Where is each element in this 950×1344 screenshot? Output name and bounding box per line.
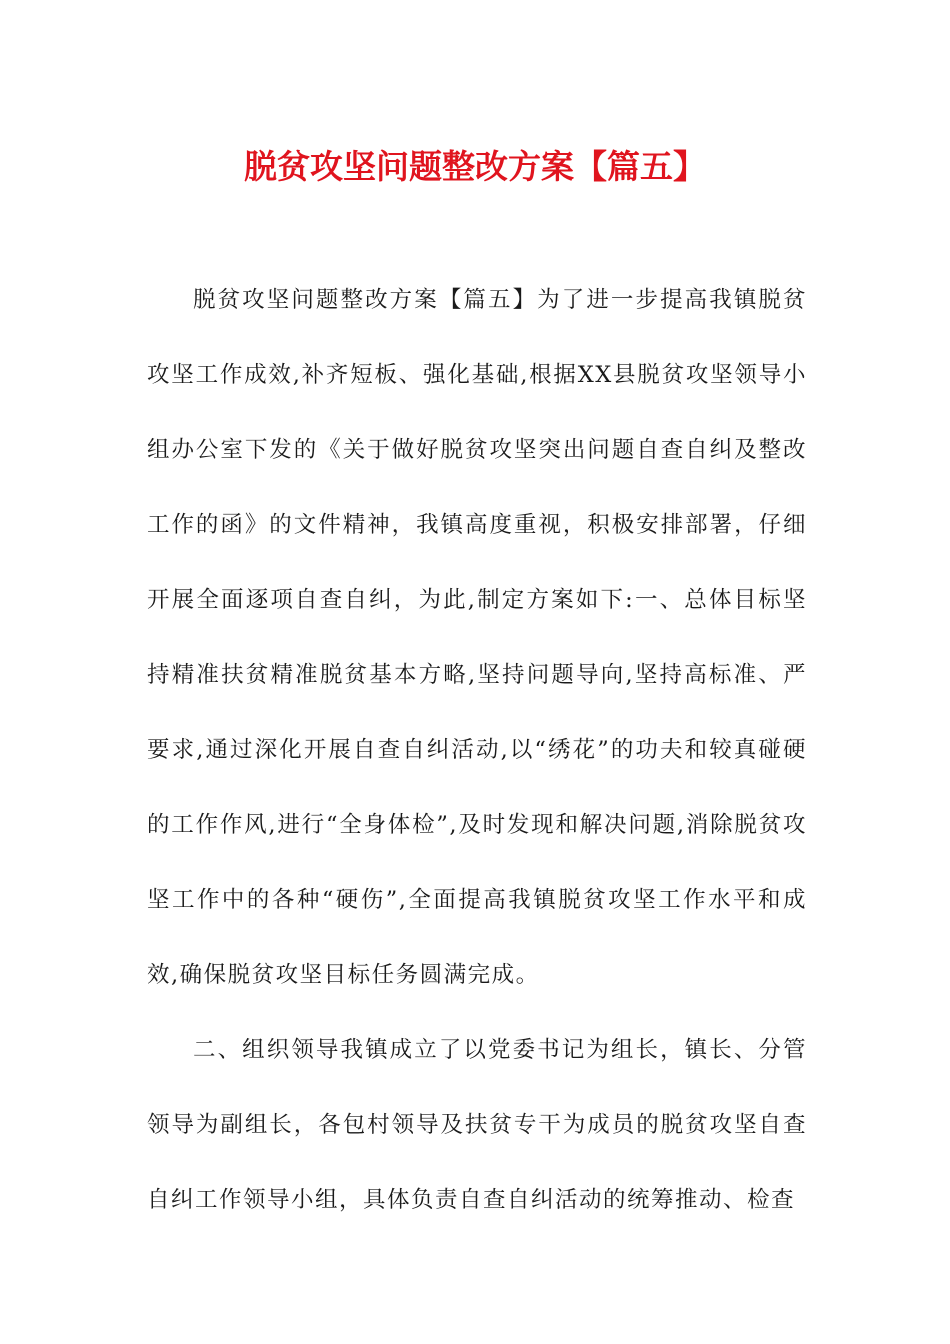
document-title: 脱贫攻坚问题整改方案【篇五】	[244, 147, 706, 186]
paragraph-1: 脱贫攻坚问题整改方案【篇五】为了进一步提高我镇脱贫攻坚工作成效,补齐短板、强化基础,根据XX县脱贫攻坚领导小组办公室下发的《关于做好脱贫攻坚突出问题自查自纠及整改工作的函》的文件精神，我镇高度重视，积极安排部署，仔细开展全面逐项自查自纠，为此,制定方案如下:一、总体目标坚持精准扶贫精准脱贫基本方略,坚持问题导向,坚持高标准、严要求,通过深化开展自查自纠活动,以“绣花”的功夫和较真碰硬的工作作风,进行“全身体检”,及时发现和解决问题,消除脱贫攻坚工作中的各种“硬伤”,全面提高我镇脱贫攻坚工作水平和成效,确保脱贫攻坚目标任务圆满完成。	[147, 287, 807, 988]
paragraph-2: 二、组织领导我镇成立了以党委书记为组长，镇长、分管领导为副组长，各包村领导及扶贫专干为成员的脱贫攻坚自查自纠工作领导小组，具体负责自查自纠活动的统筹推动、检查	[147, 1037, 807, 1213]
